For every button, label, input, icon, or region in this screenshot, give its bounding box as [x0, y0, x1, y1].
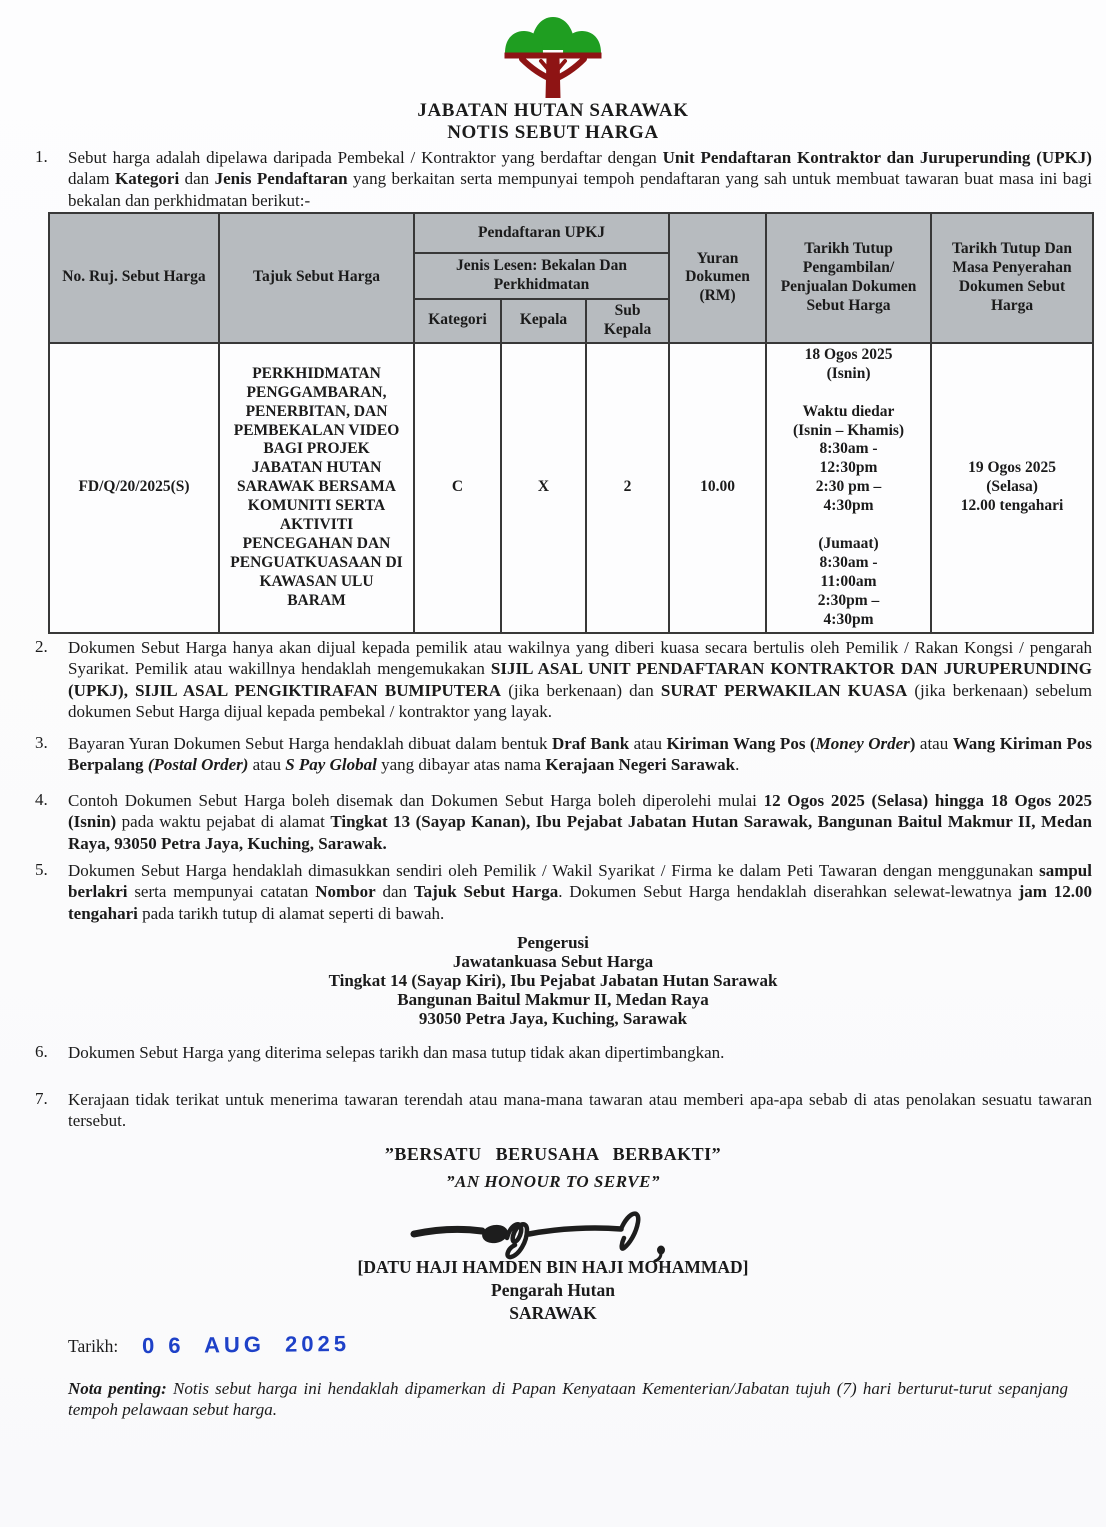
sale-close-date-group	[772, 346, 925, 384]
notice-item-1	[35, 147, 1092, 211]
document-header	[0, 12, 1106, 145]
signature-area	[0, 1198, 1106, 1262]
item-text: Sebut harga adalah dipelawa daripada Pembekal / Kontraktor yang berdaftar dengan Unit Pendaftaran Kontraktor dan Juruperunding (UPKJ) dalam Kategori dan Jenis Pendaftaran yang berkaitan serta mempunyai tempoh pendaftaran yang sah untuk membuat tawaran buat masa ini bagi bekalan dan perkhidmatan berikut:-	[68, 148, 1092, 210]
sale-close-day: (Isnin)	[826, 364, 871, 382]
signatory-block	[0, 1256, 1106, 1325]
header-no-ruj: No. Ruj. Sebut Harga	[49, 213, 219, 343]
item-text: Contoh Dokumen Sebut Harga boleh disemak dan Dokumen Sebut Harga boleh diperolehi mulai 12 Ogos 2025 (Selasa) hingga 18 Ogos 2025 (Isnin) pada waktu pejabat di alamat Tingkat 13 (Sayap Kanan), Ibu Pejabat Jabatan Hutan Sarawak, Bangunan Baitul Makmur II, Medan Raya, 93050 Petra Jaya, Kuching, Sarawak.	[68, 791, 1092, 853]
cell-yuran: 10.00	[669, 343, 766, 633]
cell-tajuk: PERKHIDMATAN PENGGAMBARAN, PENERBITAN, DAN PEMBEKALAN VIDEO BAGI PROJEK JABATAN HUTAN SARAWAK BERSAMA KOMUNITI SERTA AKTIVITI PENCEGAHAN DAN PENGUATKUASAAN DI KAWASAN ULU BARAM	[219, 343, 414, 633]
notice-item-2	[35, 637, 1092, 722]
tender-table-wrapper	[48, 212, 1094, 634]
tender-table	[48, 212, 1094, 634]
submission-address-block	[0, 933, 1106, 1028]
submit-close-date: 19 Ogos 2025	[968, 459, 1056, 477]
forest-department-tree-icon	[503, 12, 603, 98]
signature-scribble-icon	[408, 1198, 698, 1262]
submit-close-day: (Selasa)	[986, 478, 1038, 496]
cell-kategori: C	[414, 343, 501, 633]
address-line: Bangunan Baitul Makmur II, Medan Raya	[397, 990, 709, 1010]
item-number: 3.	[35, 733, 48, 752]
notice-item-6	[35, 1042, 1092, 1063]
header-kepala: Kepala	[501, 299, 586, 343]
motto-english: ”AN HONOUR TO SERVE”	[446, 1172, 660, 1191]
item-number: 2.	[35, 637, 48, 656]
date-row	[68, 1332, 350, 1358]
submit-close-time: 12.00 tengahari	[960, 497, 1064, 515]
item-number: 1.	[35, 147, 48, 166]
header-pendaftaran-upkj: Pendaftaran UPKJ	[414, 213, 669, 253]
header-tarikh-jual: Tarikh Tutup Pengambilan/ Penjualan Dokumen Sebut Harga	[766, 213, 931, 343]
cell-no-ruj: FD/Q/20/2025(S)	[49, 343, 219, 633]
cell-tarikh-jual	[766, 343, 931, 633]
office-hours-days: (Isnin – Khamis)	[792, 421, 905, 439]
item-number: 6.	[35, 1042, 48, 1061]
cell-kepala: X	[501, 343, 586, 633]
cell-tarikh-serah	[931, 343, 1093, 633]
header-tarikh-serah: Tarikh Tutup Dan Masa Penyerahan Dokumen Sebut Harga	[931, 213, 1093, 343]
item-number: 5.	[35, 860, 48, 879]
date-label: Tarikh:	[68, 1336, 119, 1356]
motto-block	[0, 1144, 1106, 1192]
date-stamp: 0 6 AUG 2025	[142, 1330, 351, 1359]
item-number: 7.	[35, 1089, 48, 1108]
item-text: Bayaran Yuran Dokumen Sebut Harga hendaklah dibuat dalam bentuk Draf Bank atau Kiriman Wang Pos (Money Order) atau Wang Kiriman Pos Berpalang (Postal Order) atau S Pay Global yang dibayar atas nama Kerajaan Negeri Sarawak.	[68, 734, 1092, 775]
office-hours-group: Waktu diedar (Isnin – Khamis) 8:30am - 12:30pm 2:30 pm – 4:30pm	[772, 403, 925, 516]
item-number: 4.	[35, 790, 48, 809]
signatory-title: Pengarah Hutan	[491, 1280, 615, 1301]
signatory-name: [DATU HAJI HAMDEN BIN HAJI MOHAMMAD]	[357, 1257, 749, 1277]
signatory-region: SARAWAK	[509, 1303, 597, 1324]
organization-title: JABATAN HUTAN SARAWAK	[417, 100, 689, 121]
address-line: 93050 Petra Jaya, Kuching, Sarawak	[418, 1009, 688, 1029]
sale-close-date: 18 Ogos 2025	[804, 345, 893, 363]
friday-label: (Jumaat)	[818, 535, 879, 553]
important-note: Nota penting: Notis sebut harga ini hendaklah dipamerkan di Papan Kenyataan Kementerian/Jabatan tujuh (7) hari berturut-turut sepanjang tempoh pelawaan sebut harga.	[68, 1379, 1068, 1420]
item-text: Kerajaan tidak terikat untuk menerima tawaran terendah atau mana-mana tawaran atau memberi apa-apa sebab di atas penolakan sesuatu tawaran tersebut.	[68, 1090, 1092, 1131]
header-jenis-lesen: Jenis Lesen: Bekalan Dan Perkhidmatan	[414, 253, 669, 299]
tender-row	[49, 343, 1093, 633]
motto-malay: ”BERSATU BERUSAHA BERBAKTI”	[384, 1144, 722, 1164]
page-title: NOTIS SEBUT HARGA	[447, 122, 659, 144]
notice-item-7	[35, 1089, 1092, 1132]
notice-item-4	[35, 790, 1092, 854]
item-text: Dokumen Sebut Harga yang diterima selepas tarikh dan masa tutup tidak akan dipertimbangkan.	[68, 1043, 725, 1062]
office-hours-title: Waktu diedar	[802, 402, 895, 420]
item-text: Dokumen Sebut Harga hanya akan dijual kepada pemilik atau wakilnya yang diberi kuasa secara bertulis oleh Pemilik / Rakan Kongsi / pengarah Syarikat. Pemilik atau wakillnya hendaklah mengemukakan SIJIL ASAL UNIT PENDAFTARAN KONTRAKTOR DAN JURUPERUNDING (UPKJ), SIJIL ASAL PENGIKTIRAFAN BUMIPUTERA (jika berkenaan) dan SURAT PERWAKILAN KUASA (jika berkenaan) sebelum dokumen Sebut Harga dijual kepada pembekal / kontraktor yang layak.	[68, 638, 1093, 721]
notice-item-5	[35, 860, 1092, 924]
address-line: Pengerusi	[517, 933, 589, 952]
cell-sub-kepala: 2	[586, 343, 669, 633]
friday-hours-group: (Jumaat) 8:30am - 11:00am 2:30pm – 4:30pm	[772, 535, 925, 630]
address-line: Jawatankuasa Sebut Harga	[452, 952, 654, 972]
notice-item-3	[35, 733, 1092, 776]
address-line: Tingkat 14 (Sayap Kiri), Ibu Pejabat Jabatan Hutan Sarawak	[328, 971, 778, 991]
item-text: Dokumen Sebut Harga hendaklah dimasukkan sendiri oleh Pemilik / Wakil Syarikat / Firma ke dalam Peti Tawaran dengan menggunakan sampul berlakri serta mempunyai catatan Nombor dan Tajuk Sebut Harga. Dokumen Sebut Harga hendaklah diserahkan selewat-lewatnya jam 12.00 tengahari pada tarikh tutup di alamat seperti di bawah.	[68, 861, 1093, 923]
header-sub-kepala: Sub Kepala	[586, 299, 669, 343]
header-tajuk: Tajuk Sebut Harga	[219, 213, 414, 343]
header-yuran: Yuran Dokumen (RM)	[669, 213, 766, 343]
header-kategori: Kategori	[414, 299, 501, 343]
